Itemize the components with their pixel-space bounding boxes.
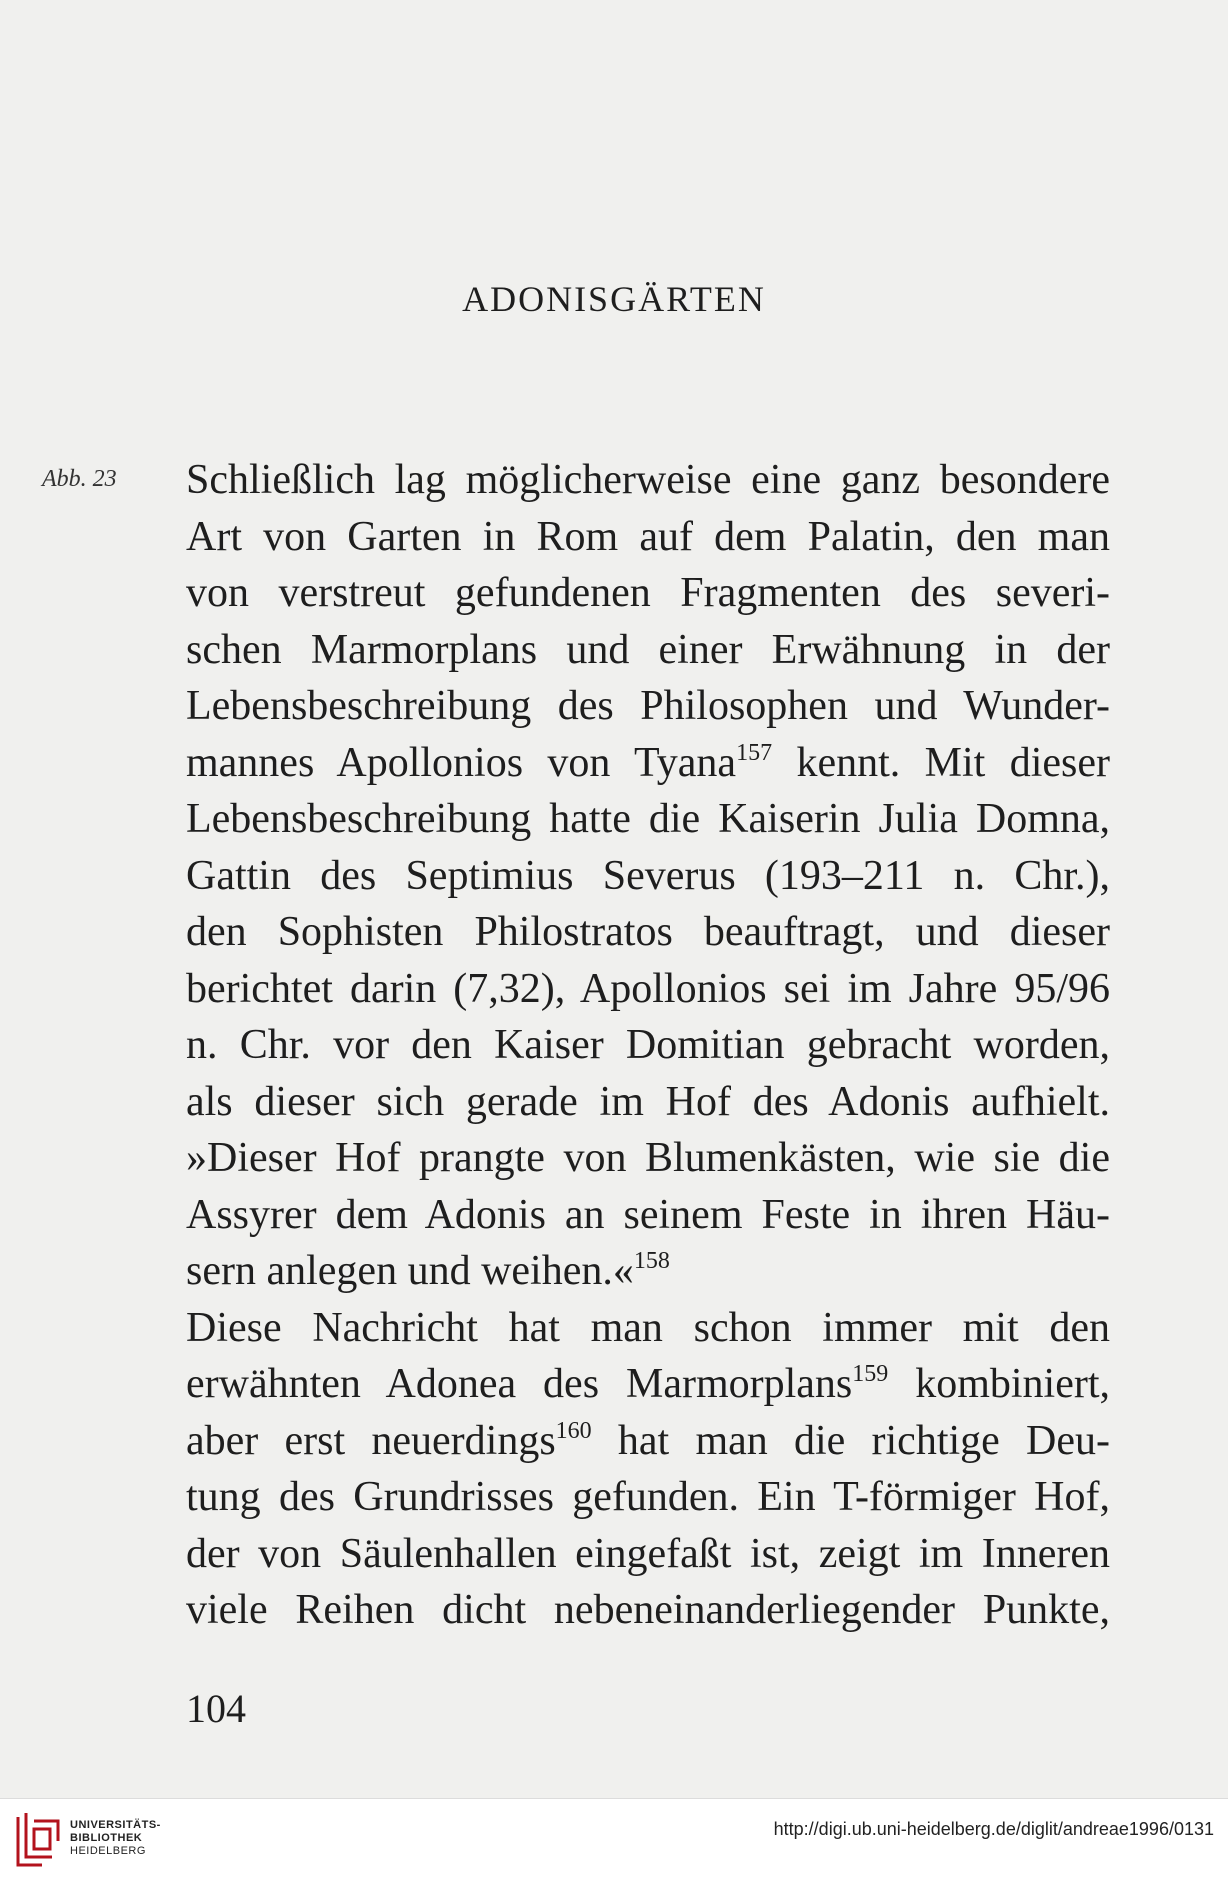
text-line: schen Marmorplans und einer Erwähnung in der bbox=[186, 626, 1110, 673]
library-name bbox=[70, 1819, 161, 1858]
footnote-marker: 160 bbox=[555, 1417, 592, 1444]
text-line bbox=[186, 1243, 1110, 1300]
library-name-line: UNIVERSITÄTS- bbox=[70, 1819, 161, 1831]
text-line: als dieser sich gerade im Hof des Adonis aufhielt. bbox=[186, 1078, 1110, 1125]
text-line: »Dieser Hof prangte von Blumenkästen, wie sie die bbox=[186, 1135, 1110, 1181]
text-line bbox=[186, 1413, 1110, 1470]
footnote-marker: 159 bbox=[852, 1361, 889, 1387]
text-line bbox=[186, 735, 1110, 792]
text-fragment: erwähnten Adonea des Marmorplans bbox=[186, 1361, 853, 1407]
text-line: Schließlich lag möglicherweise eine ganz besondere bbox=[186, 457, 1110, 503]
text-line: Assyrer dem Adonis an seinem Feste in ihren Häu- bbox=[186, 1191, 1110, 1238]
text-line: n. Chr. vor den Kaiser Domitian gebracht worden, bbox=[186, 1022, 1110, 1068]
body-text bbox=[186, 452, 1110, 1639]
footnote-marker: 158 bbox=[633, 1248, 670, 1274]
text-line: Diese Nachricht hat man schon immer mit den bbox=[186, 1304, 1110, 1351]
text-fragment: kombiniert, bbox=[888, 1361, 1110, 1407]
text-line: viele Reihen dicht nebeneinanderliegender Punkte, bbox=[186, 1587, 1110, 1633]
text-line: Art von Garten in Rom auf dem Palatin, den man bbox=[186, 513, 1110, 560]
library-name-line: HEIDELBERG bbox=[70, 1845, 146, 1857]
figure-reference: Abb. 23 bbox=[42, 466, 117, 492]
text-line: tung des Grundrisses gefunden. Ein T-förmiger Hof, bbox=[186, 1474, 1110, 1520]
text-fragment: hat man die richtige Deu- bbox=[591, 1417, 1110, 1464]
text-fragment: mannes Apollonios von Tyana bbox=[186, 739, 737, 786]
text-line: Lebensbeschreibung hatte die Kaiserin Julia Domna, bbox=[186, 796, 1110, 842]
running-heading: ADONISGÄRTEN bbox=[462, 279, 766, 319]
library-logo-icon bbox=[12, 1811, 64, 1871]
text-line: Gattin des Septimius Severus (193–211 n. Chr.), bbox=[186, 852, 1110, 899]
text-line: der von Säulenhallen eingefaßt ist, zeigt im Inneren bbox=[186, 1530, 1110, 1577]
text-fragment: aber erst neuerdings bbox=[186, 1417, 556, 1464]
text-line: von verstreut gefundenen Fragmenten des severi- bbox=[186, 570, 1110, 616]
text-line: berichtet darin (7,32), Apollonios sei im Jahre 95/96 bbox=[186, 965, 1110, 1012]
text-fragment: kennt. Mit dieser bbox=[772, 739, 1110, 786]
footnote-marker: 157 bbox=[736, 739, 773, 766]
text-fragment: sern anlegen und weihen.« bbox=[186, 1248, 634, 1294]
page-number: 104 bbox=[186, 1686, 246, 1731]
text-line: Lebensbeschreibung des Philosophen und Wunder- bbox=[186, 683, 1110, 729]
permalink-url[interactable]: http://digi.ub.uni-heidelberg.de/diglit/andreae1996/0131 bbox=[773, 1819, 1214, 1839]
library-name-line: BIBLIOTHEK bbox=[70, 1832, 143, 1844]
text-line: den Sophisten Philostratos beauftragt, und dieser bbox=[186, 909, 1110, 955]
text-line bbox=[186, 1356, 1110, 1413]
library-footer bbox=[0, 1798, 1228, 1887]
